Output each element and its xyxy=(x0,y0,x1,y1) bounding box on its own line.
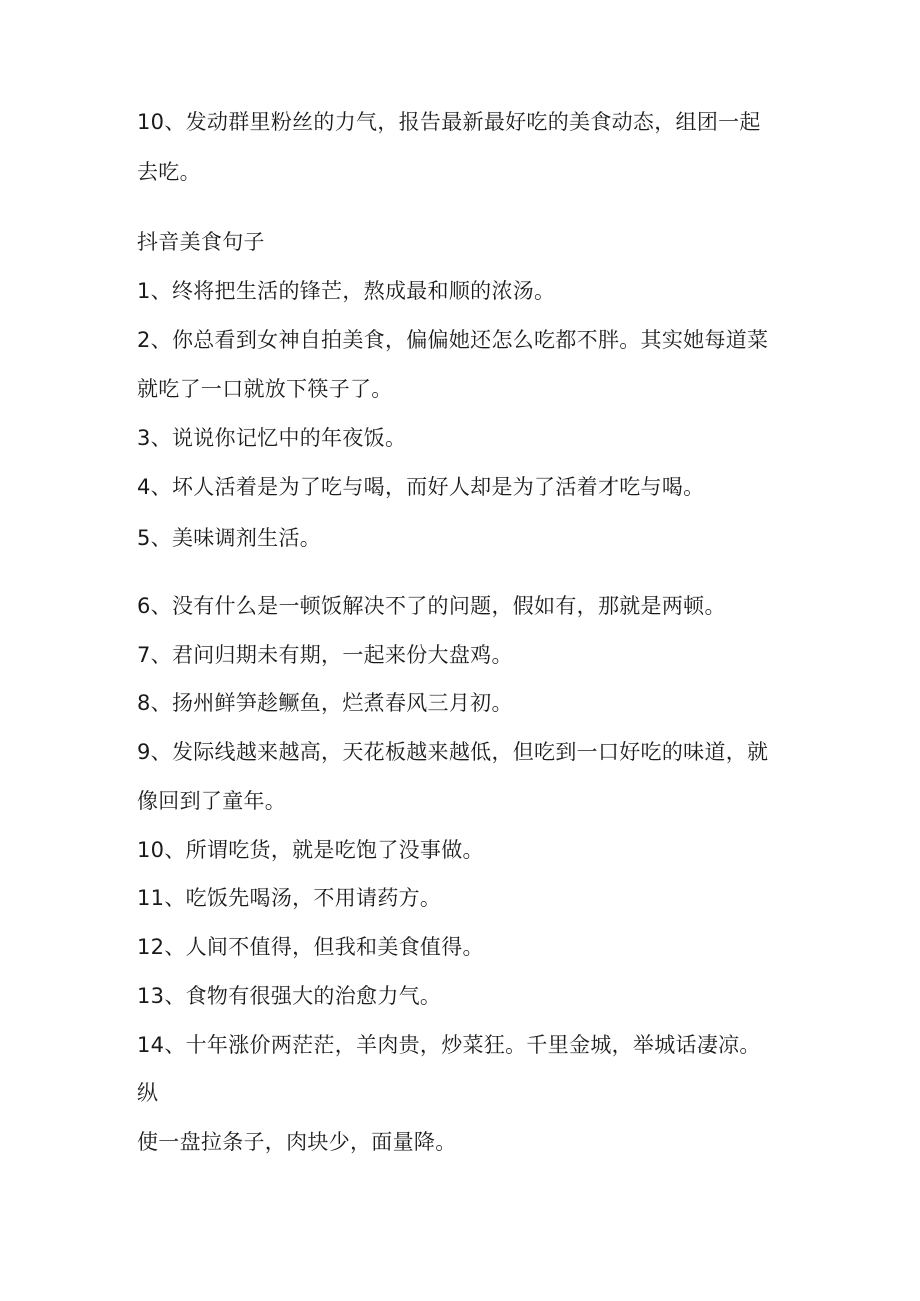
text-line: 11、吃饭先喝汤，不用请药方。 xyxy=(137,886,442,910)
section-heading: 抖音美食句子 xyxy=(137,230,265,254)
text-line: 6、没有什么是一顿饭解决不了的问题，假如有，那就是两顿。 xyxy=(137,594,726,618)
text-line: 7、君问归期未有期，一起来份大盘鸡。 xyxy=(137,643,513,667)
text-line: 9、发际线越来越高，天花板越来越低，但吃到一口好吃的味道，就 xyxy=(137,740,769,764)
text-line: 14、十年涨价两茫茫，羊肉贵，炒菜狂。千里金城，举城话凄凉。 xyxy=(137,1033,761,1057)
text-line: 2、你总看到女神自拍美食，偏偏她还怎么吃都不胖。其实她每道菜 xyxy=(137,328,769,352)
text-line: 去吃。 xyxy=(137,160,201,184)
text-line: 5、美味调剂生活。 xyxy=(137,526,322,550)
text-line: 10、发动群里粉丝的力气，报告最新最好吃的美食动态，组团一起 xyxy=(137,110,761,134)
text-line: 12、人间不值得，但我和美食值得。 xyxy=(137,935,484,959)
text-line: 像回到了童年。 xyxy=(137,789,287,813)
text-line: 纵 xyxy=(137,1081,159,1105)
text-line: 就吃了一口就放下筷子了。 xyxy=(137,377,393,401)
text-line: 使一盘拉条子，肉块少，面量降。 xyxy=(137,1130,457,1154)
text-line: 1、终将把生活的锋芒，熬成最和顺的浓汤。 xyxy=(137,279,556,303)
text-line: 8、扬州鲜笋趁鳜鱼，烂煮春风三月初。 xyxy=(137,691,513,715)
text-line: 10、所谓吃货，就是吃饱了没事做。 xyxy=(137,838,484,862)
text-line: 3、说说你记忆中的年夜饭。 xyxy=(137,426,407,450)
text-line: 13、食物有很强大的治愈力气。 xyxy=(137,984,442,1008)
text-line: 4、坏人活着是为了吃与喝，而好人却是为了活着才吃与喝。 xyxy=(137,475,705,499)
